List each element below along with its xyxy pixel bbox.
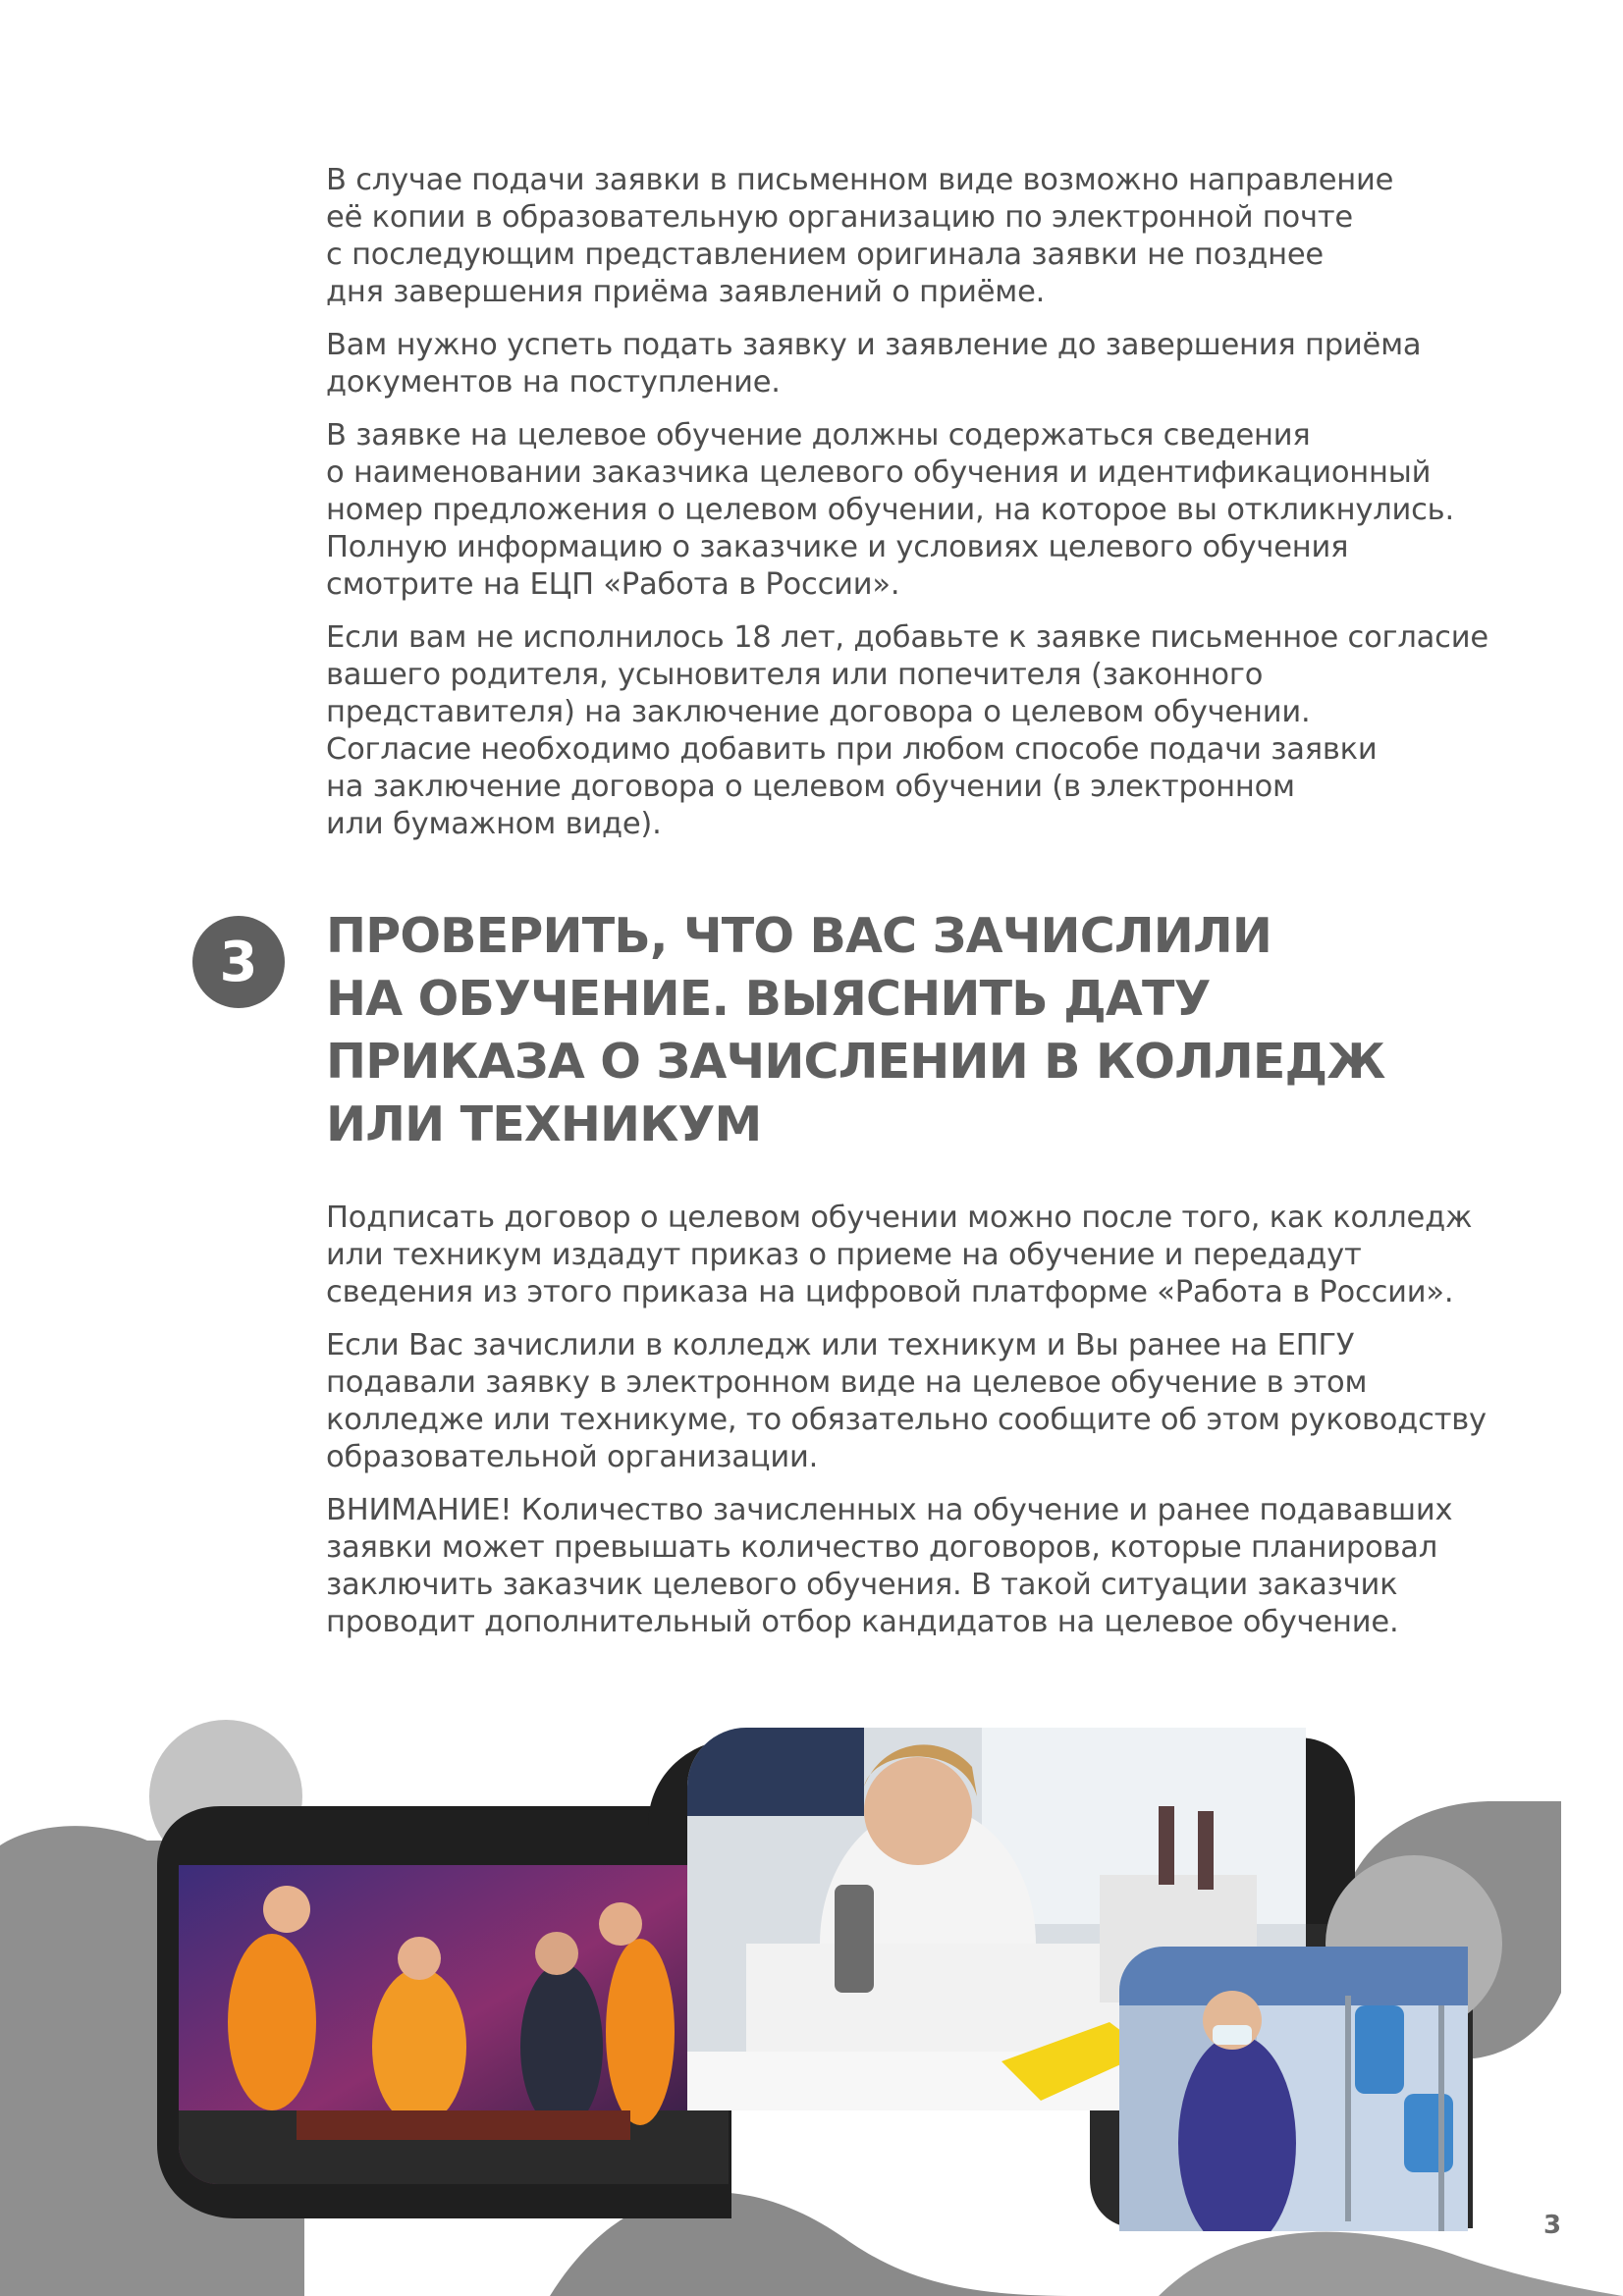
paragraph-attention xyxy=(326,1492,1494,1641)
text-line: В случае подачи заявки в письменном виде возможно направление xyxy=(326,163,1394,197)
heading-line: ИЛИ ТЕХНИКУМ xyxy=(326,1096,762,1152)
text-line: или техникум издадут приказ о приеме на обучение и передадут xyxy=(326,1238,1362,1272)
photo-lab-illustration xyxy=(1119,1947,1468,2231)
deco-grey-shape-bottom-right xyxy=(1159,2232,1623,2296)
paragraph-written-application xyxy=(326,162,1494,311)
text-line: колледже или техникуме, то обязательно сообщите об этом руководству xyxy=(326,1403,1487,1437)
text-line: Если вам не исполнилось 18 лет, добавьте к заявке письменное согласие xyxy=(326,620,1488,655)
text-line: Согласие необходимо добавить при любом способе подачи заявки xyxy=(326,732,1378,767)
heading-line: ПРИКАЗА О ЗАЧИСЛЕНИИ В КОЛЛЕДЖ xyxy=(326,1034,1385,1090)
photo-workshop-illustration xyxy=(179,1865,729,2184)
heading-line: ПРОВЕРИТЬ, ЧТО ВАС ЗАЧИСЛИЛИ xyxy=(326,908,1272,964)
text-line: представителя) на заключение договора о целевом обучении. xyxy=(326,695,1311,729)
text-line: дня завершения приёма заявлений о приёме. xyxy=(326,275,1046,309)
text-line: Вам нужно успеть подать заявку и заявление до завершения приёма xyxy=(326,328,1422,362)
text-line: Подписать договор о целевом обучении можно после того, как колледж xyxy=(326,1201,1473,1235)
paragraph-deadline xyxy=(326,327,1494,401)
text-line: проводит дополнительный отбор кандидатов на целевое обучение. xyxy=(326,1605,1399,1639)
photo-lab-student xyxy=(1119,1947,1468,2231)
text-line: В заявке на целевое обучение должны содержаться сведения xyxy=(326,418,1311,453)
text-line: вашего родителя, усыновителя или попечителя (законного xyxy=(326,658,1264,692)
heading-line: НА ОБУЧЕНИЕ. ВЫЯСНИТЬ ДАТУ xyxy=(326,971,1211,1027)
text-line: о наименовании заказчика целевого обучения и идентификационный xyxy=(326,455,1432,490)
text-line: Если Вас зачислили в колледж или техникум и Вы ранее на ЕПГУ xyxy=(326,1328,1355,1362)
text-line: или бумажном виде). xyxy=(326,807,662,841)
step-heading xyxy=(326,905,1455,1156)
enrollment-text-block xyxy=(326,1200,1494,1657)
intro-text-block xyxy=(326,162,1494,859)
text-line: заявки может превышать количество договоров, которые планировал xyxy=(326,1530,1438,1565)
page-number: 3 xyxy=(1543,2211,1562,2240)
text-line: сведения из этого приказа на цифровой платформе «Работа в России». xyxy=(326,1275,1454,1309)
text-line: номер предложения о целевом обучении, на которое вы откликнулись. xyxy=(326,493,1454,527)
text-line: образовательной организации. xyxy=(326,1440,819,1474)
text-line: смотрите на ЕЦП «Работа в России». xyxy=(326,567,900,602)
text-line: Полную информацию о заказчике и условиях целевого обучения xyxy=(326,530,1349,564)
photo-workshop-students xyxy=(179,1865,729,2184)
text-line: подавали заявку в электронном виде на целевое обучение в этом xyxy=(326,1365,1368,1400)
paragraph-application-content xyxy=(326,417,1494,604)
paragraph-sign-contract xyxy=(326,1200,1494,1311)
text-line: заключить заказчик целевого обучения. В такой ситуации заказчик xyxy=(326,1568,1398,1602)
paragraph-parental-consent xyxy=(326,619,1494,843)
paragraph-notify-college xyxy=(326,1327,1494,1476)
text-line: её копии в образовательную организацию по электронной почте xyxy=(326,200,1353,235)
step-number-badge: 3 xyxy=(192,916,285,1008)
text-line: ВНИМАНИЕ! Количество зачисленных на обучение и ранее подававших xyxy=(326,1493,1453,1527)
text-line: документов на поступление. xyxy=(326,365,781,400)
text-line: с последующим представлением оригинала заявки не позднее xyxy=(326,238,1324,272)
text-line: на заключение договора о целевом обучении (в электронном xyxy=(326,770,1295,804)
